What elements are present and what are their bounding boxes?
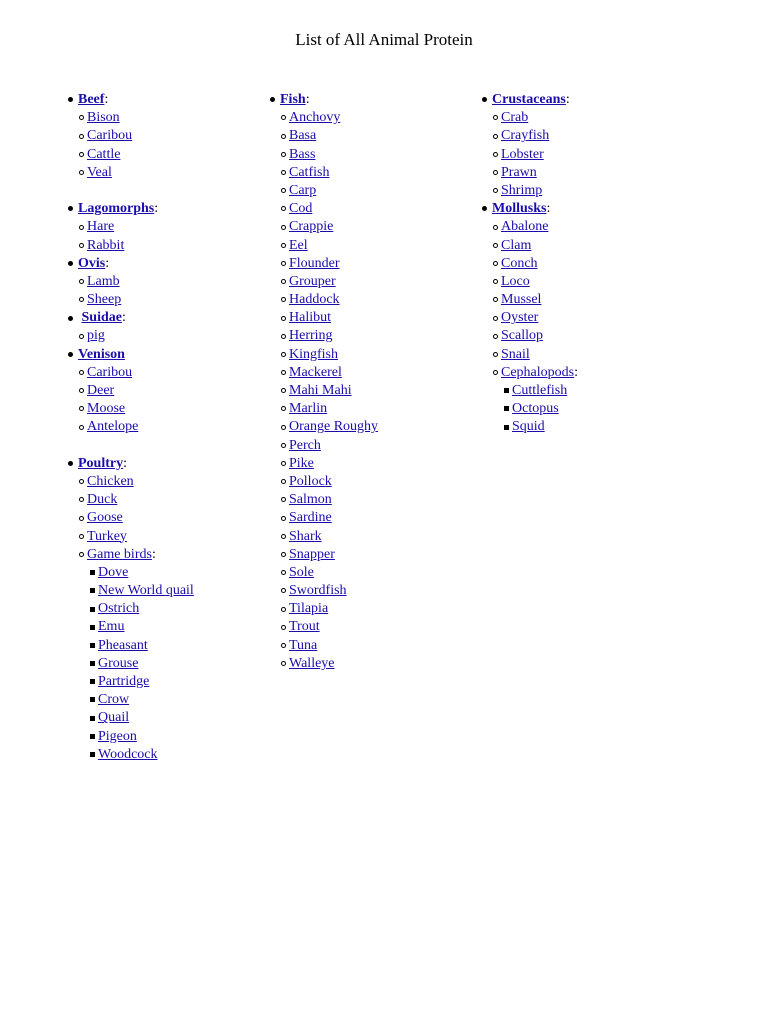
- link-cod[interactable]: Cod: [289, 201, 313, 217]
- circle-bullet-icon: [490, 109, 501, 127]
- circle-bullet-icon: [278, 637, 289, 655]
- circle-bullet-icon: [278, 546, 289, 564]
- circle-bullet-icon: [278, 528, 289, 546]
- square-bullet-icon: [501, 400, 512, 418]
- list-item: [266, 309, 466, 327]
- list-item: [266, 618, 466, 636]
- link-squid[interactable]: Squid: [512, 419, 545, 435]
- circle-bullet-icon: [76, 528, 87, 546]
- link-mollusks[interactable]: Mollusks: [492, 201, 547, 217]
- square-bullet-icon: [87, 746, 98, 764]
- circle-bullet-icon: [278, 164, 289, 182]
- circle-bullet-icon: [490, 182, 501, 200]
- square-bullet-icon: [87, 564, 98, 582]
- link-poultry[interactable]: Poultry: [78, 455, 124, 471]
- link-caribou[interactable]: Caribou: [87, 364, 133, 380]
- list-item: [266, 509, 466, 527]
- link-oyster[interactable]: Oyster: [501, 310, 539, 326]
- link-moose[interactable]: Moose: [87, 401, 126, 417]
- link-anchovy[interactable]: Anchovy: [289, 110, 341, 126]
- circle-bullet-icon: [278, 364, 289, 382]
- link-pike[interactable]: Pike: [289, 455, 314, 471]
- link-snail[interactable]: Snail: [501, 346, 530, 362]
- list-item: [64, 164, 254, 182]
- list-item: [64, 327, 254, 345]
- circle-bullet-icon: [278, 200, 289, 218]
- disc-bullet-icon: [64, 255, 77, 273]
- link-loco[interactable]: Loco: [501, 273, 530, 289]
- circle-bullet-icon: [490, 218, 501, 236]
- link-duck[interactable]: Duck: [87, 492, 118, 508]
- list-item: [64, 382, 254, 400]
- list-item: [478, 327, 678, 345]
- circle-bullet-icon: [76, 491, 87, 509]
- circle-bullet-icon: [490, 237, 501, 255]
- link-grouper[interactable]: Grouper: [289, 273, 336, 289]
- category-item: Crustaceans :: [478, 91, 678, 109]
- link-marlin[interactable]: Marlin: [289, 401, 328, 417]
- link-rabbit[interactable]: Rabbit: [87, 237, 125, 253]
- circle-bullet-icon: [278, 418, 289, 436]
- circle-bullet-icon: [278, 309, 289, 327]
- page-title: List of All Animal Protein: [295, 30, 473, 49]
- list-item: [64, 655, 254, 673]
- circle-bullet-icon: [76, 127, 87, 145]
- circle-bullet-icon: [490, 364, 501, 382]
- circle-bullet-icon: [76, 237, 87, 255]
- list-item: [64, 691, 254, 709]
- circle-bullet-icon: [76, 273, 87, 291]
- link-dove[interactable]: Dove: [98, 564, 129, 580]
- disc-bullet-icon: [478, 200, 491, 218]
- list-item: [478, 346, 678, 364]
- list-item: [266, 455, 466, 473]
- list-item: [478, 400, 678, 418]
- circle-bullet-icon: [278, 346, 289, 364]
- column-1: [64, 91, 254, 764]
- list-item: [266, 437, 466, 455]
- link-trout[interactable]: Trout: [289, 619, 320, 635]
- category-item: Suidae :: [64, 309, 254, 327]
- square-bullet-icon: [87, 655, 98, 673]
- circle-bullet-icon: [490, 127, 501, 145]
- link-pollock[interactable]: Pollock: [289, 473, 332, 489]
- list-item: [64, 618, 254, 636]
- circle-bullet-icon: [76, 400, 87, 418]
- list-item: [478, 164, 678, 182]
- link-crab[interactable]: Crab: [501, 110, 529, 126]
- list-item: [478, 182, 678, 200]
- link-new-world-quail[interactable]: New World quail: [98, 583, 194, 599]
- link-chicken[interactable]: Chicken: [87, 473, 134, 489]
- list-item: [266, 473, 466, 491]
- link-woodcock[interactable]: Woodcock: [98, 746, 158, 762]
- list-item: [64, 473, 254, 491]
- link-salmon[interactable]: Salmon: [289, 492, 332, 508]
- link-sheep[interactable]: Sheep: [87, 292, 122, 308]
- circle-bullet-icon: [490, 273, 501, 291]
- circle-bullet-icon: [76, 291, 87, 309]
- circle-bullet-icon: [278, 255, 289, 273]
- circle-bullet-icon: [76, 164, 87, 182]
- circle-bullet-icon: [278, 455, 289, 473]
- link-emu[interactable]: Emu: [98, 619, 125, 635]
- square-bullet-icon: [501, 418, 512, 436]
- link-flounder[interactable]: Flounder: [289, 255, 340, 271]
- link-goose[interactable]: Goose: [87, 510, 123, 526]
- list-item: [64, 127, 254, 145]
- link-orange-roughy[interactable]: Orange Roughy: [289, 419, 379, 435]
- link-carp[interactable]: Carp: [289, 182, 317, 198]
- list-item: [478, 218, 678, 236]
- circle-bullet-icon: [278, 473, 289, 491]
- disc-bullet-icon: [64, 91, 77, 109]
- list-item: [266, 346, 466, 364]
- link-eel[interactable]: Eel: [289, 237, 308, 253]
- link-herring[interactable]: Herring: [289, 328, 333, 344]
- list-item: [266, 637, 466, 655]
- list-item: [266, 600, 466, 618]
- circle-bullet-icon: [490, 309, 501, 327]
- link-suidae[interactable]: Suidae: [81, 310, 122, 326]
- link-cephalopods[interactable]: Cephalopods: [501, 364, 575, 380]
- link-bass[interactable]: Bass: [289, 146, 316, 162]
- link-mussel[interactable]: Mussel: [501, 292, 542, 308]
- link-cuttlefish[interactable]: Cuttlefish: [512, 383, 568, 398]
- circle-bullet-icon: [278, 600, 289, 618]
- square-bullet-icon: [87, 691, 98, 709]
- list-item: [64, 273, 254, 291]
- list-item: [64, 528, 254, 546]
- link-crayfish[interactable]: Crayfish: [501, 128, 550, 144]
- link-venison[interactable]: Venison: [78, 346, 125, 362]
- link-sardine[interactable]: Sardine: [289, 510, 332, 526]
- link-pig[interactable]: pig: [87, 328, 105, 344]
- circle-bullet-icon: [76, 546, 87, 564]
- link-basa[interactable]: Basa: [289, 128, 317, 144]
- link-ovis[interactable]: Ovis: [78, 255, 106, 271]
- square-bullet-icon: [501, 382, 512, 400]
- disc-bullet-icon: [64, 200, 77, 218]
- category-item: [64, 346, 254, 364]
- list-item: [64, 237, 254, 255]
- category-item: Lagomorphs :: [64, 200, 254, 218]
- circle-bullet-icon: [76, 327, 87, 345]
- link-perch[interactable]: Perch: [289, 437, 321, 453]
- circle-bullet-icon: [490, 327, 501, 345]
- list-item: [266, 164, 466, 182]
- circle-bullet-icon: [278, 491, 289, 509]
- link-crappie[interactable]: Crappie: [289, 219, 334, 235]
- circle-bullet-icon: [490, 291, 501, 309]
- list-item: [478, 109, 678, 127]
- link-hare[interactable]: Hare: [87, 219, 115, 235]
- link-mackerel[interactable]: Mackerel: [289, 364, 342, 380]
- link-deer[interactable]: Deer: [87, 383, 115, 398]
- list-item: [266, 582, 466, 600]
- list-item: [266, 400, 466, 418]
- list-item: [478, 273, 678, 291]
- link-haddock[interactable]: Haddock: [289, 292, 340, 308]
- list-item: [64, 218, 254, 236]
- link-fish[interactable]: Fish: [280, 92, 306, 107]
- link-prawn[interactable]: Prawn: [501, 164, 537, 180]
- list-item: [478, 291, 678, 309]
- square-bullet-icon: [87, 582, 98, 600]
- list-item: [64, 600, 254, 618]
- disc-bullet-icon: [64, 309, 77, 327]
- link-quail[interactable]: Quail: [98, 710, 130, 726]
- link-partridge[interactable]: Partridge: [98, 674, 150, 689]
- link-game-birds[interactable]: Game birds: [87, 546, 152, 562]
- link-crow[interactable]: Crow: [98, 692, 130, 708]
- list-item: [266, 200, 466, 218]
- list-item: [266, 237, 466, 255]
- link-tuna[interactable]: Tuna: [289, 637, 318, 653]
- link-bison[interactable]: Bison: [87, 110, 120, 126]
- list-item: [64, 491, 254, 509]
- link-mahi-mahi[interactable]: Mahi Mahi: [289, 383, 352, 398]
- circle-bullet-icon: [278, 400, 289, 418]
- disc-bullet-icon: [64, 346, 77, 364]
- circle-bullet-icon: [278, 582, 289, 600]
- circle-bullet-icon: [76, 218, 87, 236]
- link-kingfish[interactable]: Kingfish: [289, 346, 338, 362]
- link-cattle[interactable]: Cattle: [87, 146, 121, 162]
- circle-bullet-icon: [278, 218, 289, 236]
- link-beef[interactable]: Beef: [78, 92, 105, 107]
- link-shark[interactable]: Shark: [289, 528, 322, 544]
- category-item: Poultry :: [64, 455, 254, 473]
- link-lagomorphs[interactable]: Lagomorphs: [78, 201, 155, 217]
- link-conch[interactable]: Conch: [501, 255, 538, 271]
- circle-bullet-icon: [278, 564, 289, 582]
- link-lamb[interactable]: Lamb: [87, 273, 120, 289]
- list-item: [478, 127, 678, 145]
- category-item: Beef :: [64, 91, 254, 109]
- list-item: [478, 309, 678, 327]
- circle-bullet-icon: [278, 146, 289, 164]
- disc-bullet-icon: [266, 91, 279, 109]
- link-veal[interactable]: Veal: [87, 164, 112, 180]
- circle-bullet-icon: [76, 109, 87, 127]
- square-bullet-icon: [87, 600, 98, 618]
- circle-bullet-icon: [278, 273, 289, 291]
- circle-bullet-icon: [76, 509, 87, 527]
- list-item: [478, 382, 678, 400]
- list-item: [64, 673, 254, 691]
- link-lobster[interactable]: Lobster: [501, 146, 544, 162]
- link-sole[interactable]: Sole: [289, 564, 314, 580]
- circle-bullet-icon: [490, 346, 501, 364]
- link-antelope[interactable]: Antelope: [87, 419, 139, 435]
- list-item: [64, 582, 254, 600]
- list-item: [64, 746, 254, 764]
- spacer: [64, 182, 254, 200]
- list-item: [266, 491, 466, 509]
- spacer: [64, 437, 254, 455]
- list-item: [266, 255, 466, 273]
- disc-bullet-icon: [478, 91, 491, 109]
- link-pheasant[interactable]: Pheasant: [98, 637, 148, 653]
- circle-bullet-icon: [278, 291, 289, 309]
- list-item: [64, 564, 254, 582]
- circle-bullet-icon: [278, 237, 289, 255]
- list-item: [64, 364, 254, 382]
- list-item: Game birds :: [64, 546, 254, 564]
- link-tilapia[interactable]: Tilapia: [289, 601, 329, 617]
- list-item: Cephalopods :: [478, 364, 678, 382]
- list-item: [266, 273, 466, 291]
- list-item: [64, 291, 254, 309]
- column-3: [478, 91, 678, 437]
- list-item: [266, 564, 466, 582]
- category-item: Fish :: [266, 91, 466, 109]
- link-crustaceans[interactable]: Crustaceans: [492, 92, 566, 107]
- circle-bullet-icon: [490, 146, 501, 164]
- square-bullet-icon: [87, 673, 98, 691]
- category-item: Ovis :: [64, 255, 254, 273]
- link-ostrich[interactable]: Ostrich: [98, 601, 140, 617]
- list-item: [64, 400, 254, 418]
- square-bullet-icon: [87, 618, 98, 636]
- link-halibut[interactable]: Halibut: [289, 310, 331, 326]
- list-item: [266, 218, 466, 236]
- circle-bullet-icon: [76, 382, 87, 400]
- square-bullet-icon: [87, 637, 98, 655]
- link-walleye[interactable]: Walleye: [289, 655, 335, 671]
- list-item: [266, 382, 466, 400]
- circle-bullet-icon: [278, 182, 289, 200]
- link-octopus[interactable]: Octopus: [512, 401, 559, 417]
- list-item: [266, 146, 466, 164]
- list-item: [266, 127, 466, 145]
- circle-bullet-icon: [278, 382, 289, 400]
- link-clam[interactable]: Clam: [501, 237, 532, 253]
- list-item: [64, 709, 254, 727]
- link-caribou[interactable]: Caribou: [87, 128, 133, 144]
- list-item: [266, 528, 466, 546]
- list-item: [266, 291, 466, 309]
- disc-bullet-icon: [64, 455, 77, 473]
- circle-bullet-icon: [278, 109, 289, 127]
- link-catfish[interactable]: Catfish: [289, 164, 330, 180]
- list-item: [478, 255, 678, 273]
- list-item: [266, 182, 466, 200]
- list-item: [478, 146, 678, 164]
- list-item: [64, 109, 254, 127]
- circle-bullet-icon: [278, 437, 289, 455]
- circle-bullet-icon: [278, 509, 289, 527]
- category-item: Mollusks :: [478, 200, 678, 218]
- link-swordfish[interactable]: Swordfish: [289, 583, 347, 599]
- list-item: [266, 327, 466, 345]
- list-item: [64, 637, 254, 655]
- link-grouse[interactable]: Grouse: [98, 655, 139, 671]
- circle-bullet-icon: [76, 364, 87, 382]
- circle-bullet-icon: [490, 164, 501, 182]
- circle-bullet-icon: [490, 255, 501, 273]
- list-item: [266, 655, 466, 673]
- column-2: [266, 91, 466, 673]
- link-shrimp[interactable]: Shrimp: [501, 182, 543, 198]
- circle-bullet-icon: [278, 655, 289, 673]
- link-snapper[interactable]: Snapper: [289, 546, 335, 562]
- list-item: [266, 109, 466, 127]
- list-item: [266, 364, 466, 382]
- link-scallop[interactable]: Scallop: [501, 328, 543, 344]
- list-item: [266, 418, 466, 436]
- circle-bullet-icon: [278, 127, 289, 145]
- list-item: [478, 237, 678, 255]
- list-item: [64, 728, 254, 746]
- circle-bullet-icon: [76, 146, 87, 164]
- circle-bullet-icon: [76, 418, 87, 436]
- square-bullet-icon: [87, 709, 98, 727]
- link-turkey[interactable]: Turkey: [87, 528, 127, 544]
- link-pigeon[interactable]: Pigeon: [98, 728, 137, 744]
- list-item: [478, 418, 678, 436]
- link-abalone[interactable]: Abalone: [501, 219, 549, 235]
- circle-bullet-icon: [278, 618, 289, 636]
- list-item: [266, 546, 466, 564]
- list-item: [64, 418, 254, 436]
- square-bullet-icon: [87, 728, 98, 746]
- list-item: [64, 146, 254, 164]
- circle-bullet-icon: [76, 473, 87, 491]
- list-item: [64, 509, 254, 527]
- circle-bullet-icon: [278, 327, 289, 345]
